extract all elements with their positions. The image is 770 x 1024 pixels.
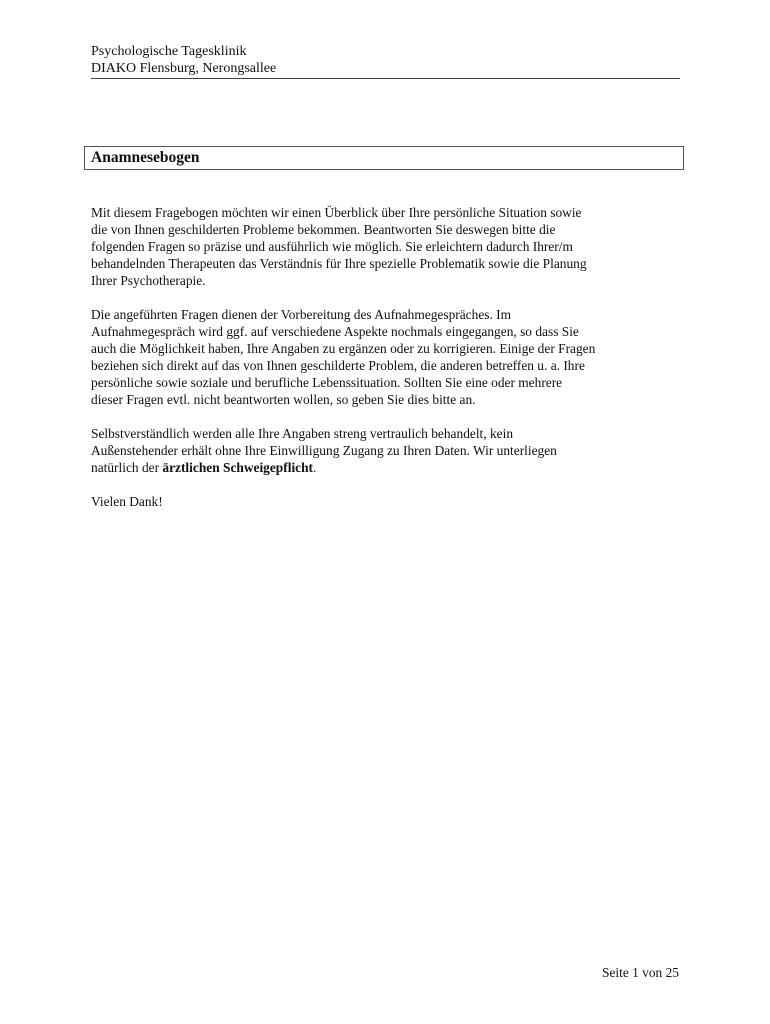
header-clinic-name: Psychologische Tagesklinik — [91, 44, 247, 59]
thanks-text: Vielen Dank! — [91, 494, 163, 509]
paragraph-thanks — [91, 493, 691, 510]
text-line: persönliche sowie soziale und berufliche Lebenssituation. Sollten Sie eine oder mehrere — [91, 375, 563, 390]
text-line: die von Ihnen geschilderten Probleme bekommen. Beantworten Sie deswegen bitte die — [91, 222, 556, 237]
document-title — [84, 146, 684, 170]
document-body — [91, 204, 691, 527]
paragraph-purpose — [91, 306, 691, 408]
text-line: Selbstverständlich werden alle Ihre Angaben streng vertraulich behandelt, kein — [91, 426, 514, 441]
page-header — [91, 43, 680, 77]
text-line-with-emphasis — [91, 459, 691, 476]
header-clinic-address: DIAKO Flensburg, Nerongsallee — [91, 61, 277, 76]
text-line: Mit diesem Fragebogen möchten wir einen Überblick über Ihre persönliche Situation sowie — [91, 205, 582, 220]
text-line: dieser Fragen evtl. nicht beantworten wollen, so geben Sie dies bitte an. — [91, 392, 476, 407]
text-line: Aufnahmegespräch wird ggf. auf verschiedene Aspekte nochmals eingegangen, so dass Sie — [91, 324, 579, 339]
text-segment: . — [313, 460, 317, 475]
page-number: Seite 1 von 25 — [602, 965, 679, 980]
header-divider — [91, 78, 680, 79]
text-line: auch die Möglichkeit haben, Ihre Angaben zu ergänzen oder zu korrigieren. Einige der Fragen — [91, 341, 596, 356]
text-line: Ihrer Psychotherapie. — [91, 273, 206, 288]
document-title-text: Anamnesebogen — [91, 149, 200, 166]
text-line: folgenden Fragen so präzise und ausführlich wie möglich. Sie erleichtern dadurch Ihrer/m — [91, 239, 573, 254]
text-segment: natürlich der — [91, 460, 163, 475]
text-line: beziehen sich direkt auf das von Ihnen geschilderte Problem, die anderen betreffen u. a. Ihre — [91, 358, 585, 373]
paragraph-confidentiality — [91, 425, 691, 476]
text-line: behandelnden Therapeuten das Verständnis für Ihre spezielle Problematik sowie die Planung — [91, 256, 587, 271]
paragraph-intro — [91, 204, 691, 289]
confidentiality-emphasis: ärztlichen Schweigepflicht — [162, 460, 314, 475]
text-line: Die angeführten Fragen dienen der Vorbereitung des Aufnahmegespräches. Im — [91, 307, 512, 322]
text-line: Außenstehender erhält ohne Ihre Einwilligung Zugang zu Ihren Daten. Wir unterliegen — [91, 443, 557, 458]
